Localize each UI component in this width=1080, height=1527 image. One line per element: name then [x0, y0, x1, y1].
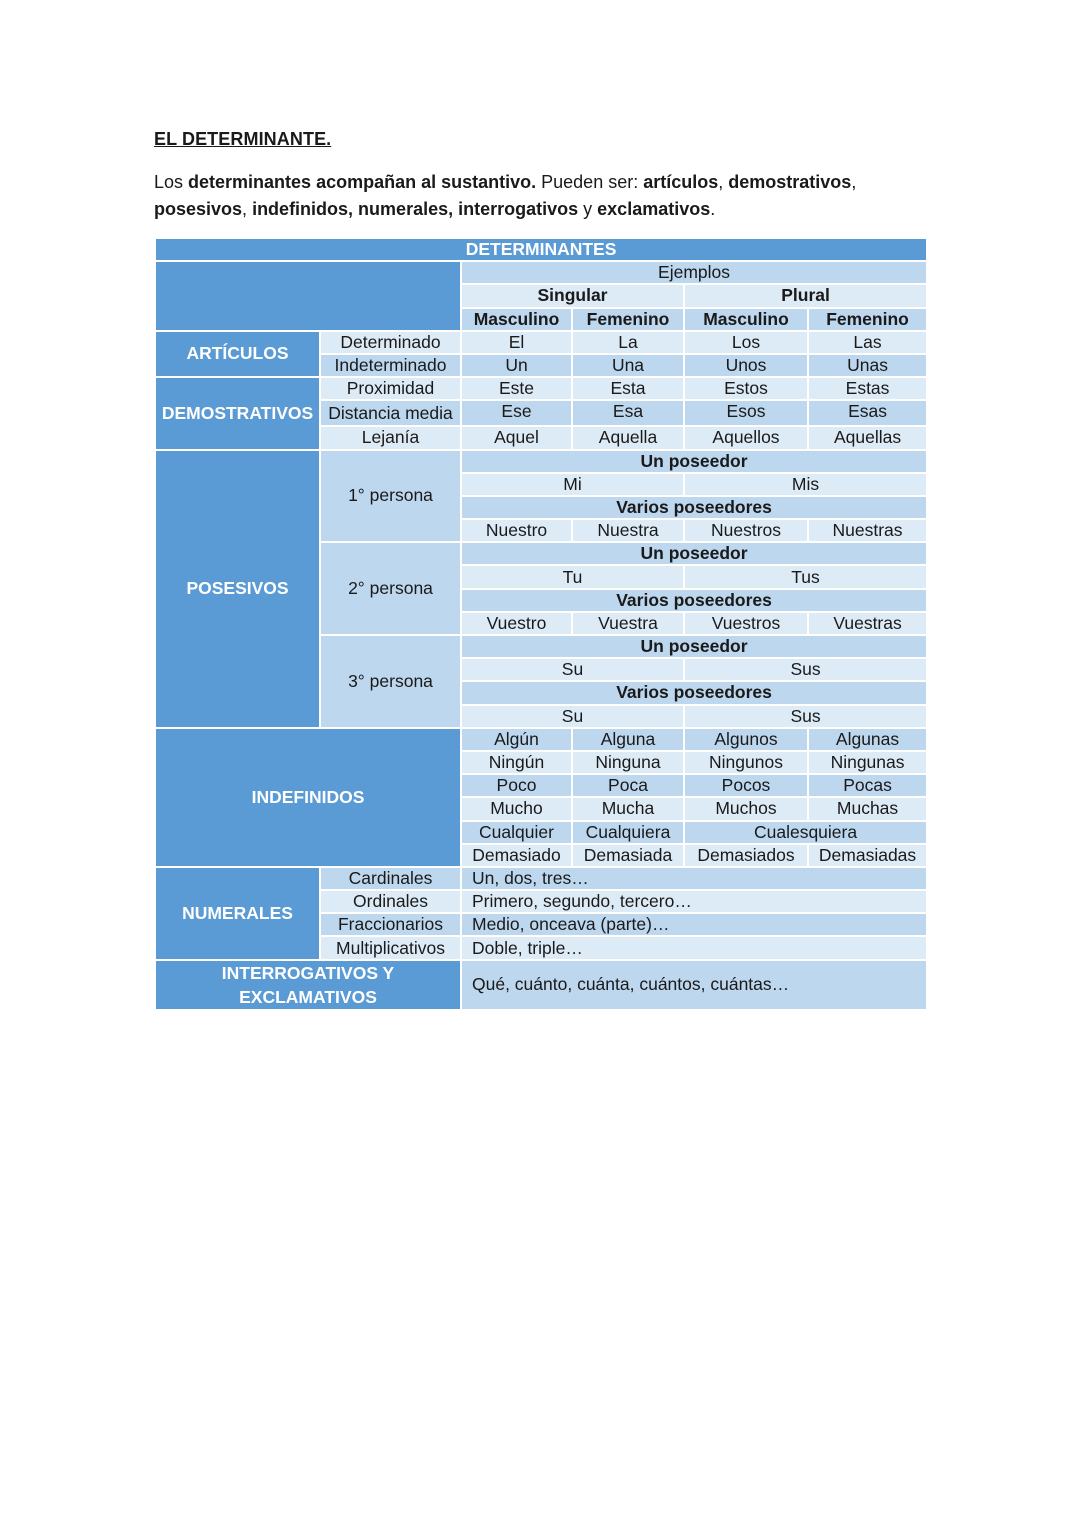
table-cell: Tus — [684, 565, 927, 588]
table-cell: Vuestro — [461, 612, 572, 635]
table-cell: Estos — [684, 377, 808, 400]
femenino-header: Femenino — [808, 308, 927, 331]
table-cell: Su — [461, 658, 684, 681]
table-cell: Esos — [684, 400, 808, 426]
page-title: EL DETERMINANTE. — [154, 129, 332, 149]
table-cell: Nuestros — [684, 519, 808, 542]
table-cell: Muchos — [684, 797, 808, 820]
table-cell: Demasiadas — [808, 844, 927, 867]
table-row — [155, 728, 927, 751]
table-cell: Nuestro — [461, 519, 572, 542]
table-row — [155, 867, 927, 890]
table-cell: Muchas — [808, 797, 927, 820]
table-row — [155, 377, 927, 400]
table-cell: Unas — [808, 354, 927, 377]
table-row — [155, 450, 927, 473]
masculino-header: Masculino — [684, 308, 808, 331]
varios-poseedores-header: Varios poseedores — [461, 496, 927, 519]
varios-poseedores-header: Varios poseedores — [461, 589, 927, 612]
table-row — [155, 331, 927, 354]
varios-poseedores-header: Varios poseedores — [461, 681, 927, 704]
table-cell: Ese — [461, 400, 572, 426]
singular-header: Singular — [461, 284, 684, 307]
sub-label: Determinado — [320, 331, 461, 354]
table-cell: Poco — [461, 774, 572, 797]
table-title: DETERMINANTES — [155, 238, 927, 261]
demostrativos-label: DEMOSTRATIVOS — [155, 377, 320, 449]
interrogativos-label: INTERROGATIVOS Y EXCLAMATIVOS — [155, 960, 461, 1010]
person-label: 1° persona — [320, 450, 461, 543]
table-cell: Un, dos, tres… — [461, 867, 927, 890]
table-cell: Algunos — [684, 728, 808, 751]
sub-label: Ordinales — [320, 890, 461, 913]
un-poseedor-header: Un poseedor — [461, 542, 927, 565]
intro-paragraph: Los determinantes acompañan al sustantivo. Pueden ser: artículos, demostrativos, posesivos, indefinidos, numerales, interrogativos y exclamativos. — [154, 172, 857, 219]
table-cell: Tu — [461, 565, 684, 588]
numerales-label: NUMERALES — [155, 867, 320, 960]
table-cell: Primero, segundo, tercero… — [461, 890, 927, 913]
table-row — [155, 261, 927, 284]
sub-label: Fraccionarios — [320, 913, 461, 936]
determinantes-table — [154, 237, 928, 1011]
table-cell: Esta — [572, 377, 684, 400]
table-cell: Demasiada — [572, 844, 684, 867]
table-cell: Las — [808, 331, 927, 354]
table-cell: Ningún — [461, 751, 572, 774]
sub-label: Cardinales — [320, 867, 461, 890]
table-cell: Algún — [461, 728, 572, 751]
table-cell: La — [572, 331, 684, 354]
un-poseedor-header: Un poseedor — [461, 635, 927, 658]
table-cell: Este — [461, 377, 572, 400]
table-cell: Qué, cuánto, cuánta, cuántos, cuántas… — [461, 960, 927, 1010]
table-cell: Unos — [684, 354, 808, 377]
table-cell: Nuestra — [572, 519, 684, 542]
table-cell: Aquellos — [684, 426, 808, 449]
table-cell: Doble, triple… — [461, 936, 927, 959]
table-cell: Esas — [808, 400, 927, 426]
table-cell: Nuestras — [808, 519, 927, 542]
table-cell: Su — [461, 705, 684, 728]
un-poseedor-header: Un poseedor — [461, 450, 927, 473]
table-cell: Sus — [684, 658, 927, 681]
table-cell: Demasiado — [461, 844, 572, 867]
table-cell: Mucho — [461, 797, 572, 820]
table-cell: Una — [572, 354, 684, 377]
posesivos-label: POSESIVOS — [155, 450, 320, 728]
header-corner — [155, 261, 461, 331]
ejemplos-header: Ejemplos — [461, 261, 927, 284]
table-cell: Un — [461, 354, 572, 377]
table-cell: Cualquiera — [572, 821, 684, 844]
table-cell: Demasiados — [684, 844, 808, 867]
indefinidos-label: INDEFINIDOS — [155, 728, 461, 867]
table-title-row — [155, 238, 927, 261]
table-cell: Aquella — [572, 426, 684, 449]
sub-label: Indeterminado — [320, 354, 461, 377]
person-label: 3° persona — [320, 635, 461, 728]
table-cell: Aquel — [461, 426, 572, 449]
table-cell: Algunas — [808, 728, 927, 751]
table-cell: El — [461, 331, 572, 354]
table-cell: Alguna — [572, 728, 684, 751]
table-cell: Ninguna — [572, 751, 684, 774]
sub-label: Proximidad — [320, 377, 461, 400]
table-cell: Pocas — [808, 774, 927, 797]
sub-label: Lejanía — [320, 426, 461, 449]
table-cell: Los — [684, 331, 808, 354]
table-cell: Medio, onceava (parte)… — [461, 913, 927, 936]
table-cell: Estas — [808, 377, 927, 400]
table-cell: Vuestros — [684, 612, 808, 635]
table-cell: Sus — [684, 705, 927, 728]
table-cell: Poca — [572, 774, 684, 797]
table-cell: Mis — [684, 473, 927, 496]
sub-label: Multiplicativos — [320, 936, 461, 959]
sub-label: Distancia media — [320, 400, 461, 426]
table-cell: Aquellas — [808, 426, 927, 449]
table-cell: Mucha — [572, 797, 684, 820]
masculino-header: Masculino — [461, 308, 572, 331]
table-cell: Vuestra — [572, 612, 684, 635]
table-cell: Cualesquiera — [684, 821, 927, 844]
table-cell: Esa — [572, 400, 684, 426]
person-label: 2° persona — [320, 542, 461, 635]
femenino-header: Femenino — [572, 308, 684, 331]
plural-header: Plural — [684, 284, 927, 307]
table-cell: Ningunos — [684, 751, 808, 774]
table-cell: Mi — [461, 473, 684, 496]
table-cell: Ningunas — [808, 751, 927, 774]
table-cell: Vuestras — [808, 612, 927, 635]
table-cell: Cualquier — [461, 821, 572, 844]
table-cell: Pocos — [684, 774, 808, 797]
articulos-label: ARTÍCULOS — [155, 331, 320, 377]
